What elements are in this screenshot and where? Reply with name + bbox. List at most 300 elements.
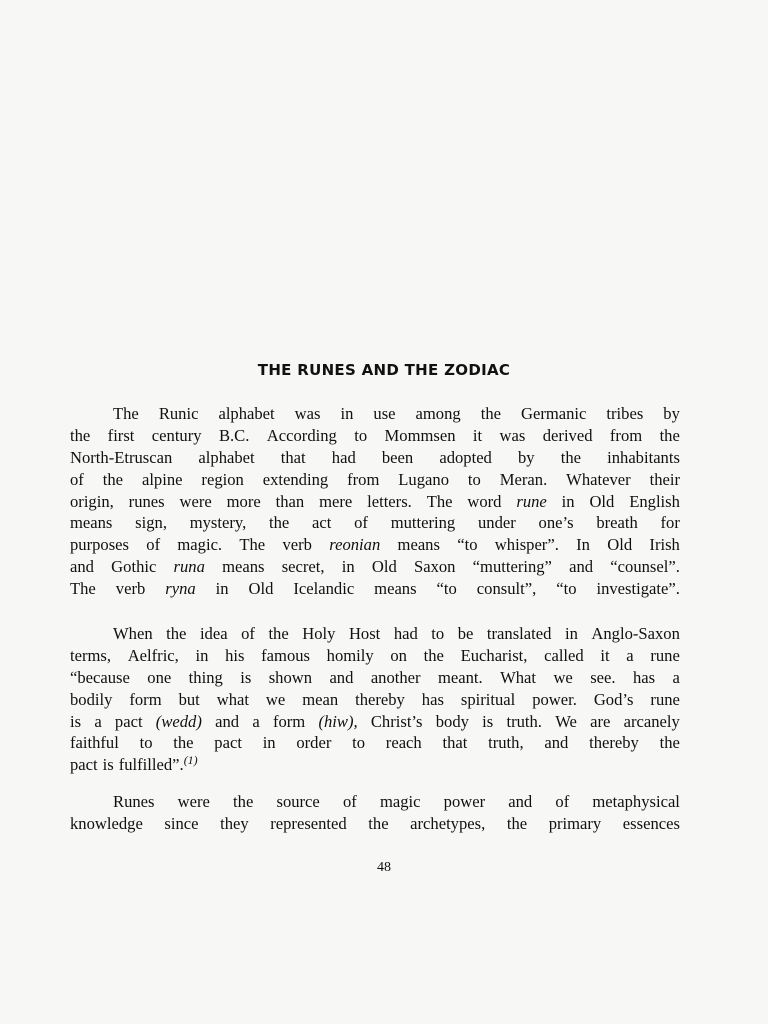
word [108,425,135,447]
text-run: mystery, [189,513,247,533]
word [273,711,305,733]
text-run: and [508,792,533,811]
word [129,491,165,513]
text-run: the [269,513,290,533]
text-run: truth. [506,711,542,731]
text-run: arcanely [623,711,680,731]
text-run: Runes [113,792,155,811]
page-title: THE RUNES AND THE ZODIAC [257,361,511,379]
text-run: the [659,425,680,445]
word [222,556,264,578]
text-run: of [555,792,570,811]
text-run: God’s [593,689,634,709]
text-run: form [129,689,162,709]
word [178,791,210,813]
text-line [70,813,680,835]
text-run: use [373,404,396,423]
word [263,469,328,491]
text-run: was [294,404,321,423]
word [624,711,680,733]
word [553,667,572,689]
text-run: in [262,733,276,753]
text-run: sign, [135,513,167,533]
text-run: Whatever [566,469,631,489]
word [119,754,198,776]
word [436,711,469,733]
word [566,469,631,491]
word [458,623,474,645]
text-line [70,469,680,491]
text-line [70,645,680,667]
text-run: mere [319,491,353,511]
word [544,732,568,754]
text-run: Holy [302,624,336,643]
text-run: we [265,689,286,709]
word [164,813,198,835]
word [129,689,161,711]
word [561,447,581,469]
word [461,645,528,667]
word [487,623,552,645]
text-run: letters. [367,491,412,511]
word [216,578,229,600]
text-run: from [609,425,643,445]
word [266,689,285,711]
word [633,667,655,689]
word [70,754,98,776]
word [263,732,276,754]
text-run: Mommsen [384,425,456,445]
text-run: Irish [649,535,680,555]
text-run: they [220,813,249,833]
text-run: spiritual [460,689,516,709]
word [590,711,610,733]
text-run: thing [188,667,223,687]
text-run: pact [70,755,98,775]
text-run: the [560,447,581,467]
text-run: means [70,513,113,533]
text-run: runes [128,491,165,511]
word [135,512,167,534]
text-run: another [370,667,421,687]
text-run: and [569,557,594,577]
text-run: the [368,813,389,833]
word [354,425,367,447]
text-run: truth, [488,733,524,753]
text-run: magic [379,792,421,811]
text-run: secret, [281,557,325,577]
text-run: “to [457,535,478,555]
word [103,754,114,776]
text-run: form [272,711,306,731]
word [394,623,418,645]
text-line [70,534,680,556]
text-run: were [177,792,210,811]
word [269,512,289,534]
word [70,447,172,469]
text-run: power [443,792,486,811]
word [555,711,577,733]
text-run: under [477,513,516,533]
text-run: of [354,513,368,533]
word [267,425,337,447]
word [177,534,222,556]
word [215,711,239,733]
word [508,791,532,813]
word [113,403,139,425]
word [166,623,186,645]
word [276,791,319,813]
word [319,491,352,513]
text-run: has [632,667,656,687]
text-run: in [195,645,209,665]
text-run: Aelfric, [127,645,179,665]
word [488,732,524,754]
text-run: power. [532,689,577,709]
word [217,689,249,711]
italic-term: (hiw), [318,711,358,731]
word [556,578,576,600]
word [190,512,247,534]
text-run: the [70,425,91,445]
text-run: to [139,733,153,753]
text-run: means [397,535,440,555]
text-run: among [415,404,461,423]
text-run: extending [262,469,329,489]
word [296,732,331,754]
text-run: Gothic [111,557,157,577]
word [233,791,253,813]
text-run: What [500,667,537,687]
text-run: it [472,425,483,445]
word [373,403,395,425]
word [165,578,195,600]
text-run: the [166,624,187,643]
text-run: Icelandic [293,579,355,599]
text-run: are [590,711,611,731]
word [414,556,455,578]
word [398,534,440,556]
word [467,491,501,513]
word [500,469,547,491]
word [473,425,482,447]
word [596,512,637,534]
text-run: and [329,667,354,687]
text-run: breath [596,513,638,533]
word [532,689,577,711]
text-run: order [296,733,332,753]
word [281,447,306,469]
text-line [70,623,680,645]
text-run: rune [650,689,680,709]
text-line [70,732,680,754]
text-run: tribes [606,404,644,423]
word [367,491,412,513]
text-line [70,791,680,813]
word [219,425,249,447]
text-run: Host [348,624,381,643]
word [249,578,274,600]
word [70,491,114,513]
text-run: more [226,491,261,511]
text-run: one [147,667,172,687]
word [318,711,357,733]
text-line [70,556,680,578]
text-run: in [564,624,578,643]
word [327,645,374,667]
text-run: a [672,667,680,687]
word [385,425,456,447]
text-run: to [352,733,366,753]
text-run: bodily [70,689,113,709]
word [200,623,228,645]
text-run: of [70,469,84,489]
word [468,469,481,491]
text-run: derived [542,425,593,445]
word [663,403,680,425]
text-run: for [660,513,680,533]
text-run: the [173,733,194,753]
text-run: has [421,689,444,709]
word [270,813,346,835]
word [70,667,130,689]
italic-term: rune [516,491,547,511]
word [661,512,680,534]
text-run: purposes [70,535,129,555]
text-run: whisper”. [494,535,559,555]
word [650,469,680,491]
text-run: is [240,667,252,687]
text-run: rune [650,645,680,665]
text-run: pact [114,711,143,731]
word [442,732,467,754]
text-run: thereby [589,733,639,753]
word [565,623,578,645]
word [113,791,154,813]
word [650,645,680,667]
word [355,689,405,711]
word [70,578,96,600]
text-run: primary [548,813,602,833]
text-line [70,403,680,425]
text-run: by [517,447,535,467]
italic-term: runa [173,557,205,577]
text-run: In [576,535,590,555]
word [349,623,380,645]
text-run: pact [214,733,242,753]
word [623,813,680,835]
text-run: of [241,624,255,643]
text-run: the [102,469,124,489]
word [382,447,413,469]
word [268,623,288,645]
word [282,534,312,556]
word [626,645,633,667]
word [354,512,368,534]
text-run: Germanic [520,404,587,423]
word [427,491,453,513]
word [500,667,536,689]
word [372,556,397,578]
text-run: faithful [70,733,119,753]
word [416,403,461,425]
word [543,425,593,447]
word [343,791,357,813]
word [152,425,202,447]
italic-term: reonian [329,535,381,555]
text-run: terms, [70,645,112,665]
word [439,447,492,469]
text-run: verb [115,579,146,599]
text-run: verb [282,535,312,555]
word [269,667,312,689]
text-run: first [107,425,135,445]
text-line [70,578,680,600]
text-run: is [482,711,494,731]
text-run: inhabitants [607,447,680,467]
text-run: origin, [70,491,114,511]
text-run: to [354,425,368,445]
text-run: Eucharist, [460,645,528,665]
word [241,623,255,645]
text-run: of [342,792,357,811]
text-run: the [423,645,444,665]
text-run: muttering [390,513,456,533]
word [329,667,353,689]
text-run: had [331,447,356,467]
text-run: century [151,425,202,445]
text-run: knowledge [70,813,143,833]
text-run: act [312,513,332,533]
text-run: but [178,689,200,709]
text-run: We [555,711,577,731]
text-run: North-Etruscan [70,447,173,467]
text-run: to [431,624,445,643]
word [478,512,516,534]
word [461,689,515,711]
text-run: alphabet [218,404,275,423]
word [70,813,143,835]
text-run: was [499,425,526,445]
word [368,813,388,835]
italic-term: (wedd) [155,711,202,731]
word [252,711,259,733]
word [342,556,355,578]
word [482,711,493,733]
text-run: source [276,792,320,811]
word [70,425,90,447]
word [672,667,679,689]
word [374,578,416,600]
word [70,534,129,556]
word [179,689,200,711]
word [481,403,501,425]
word [147,667,171,689]
text-run: metaphysical [592,792,680,811]
word [282,556,325,578]
word [438,667,483,689]
word [544,645,584,667]
word [660,425,680,447]
word [539,512,574,534]
text-run: Old [248,579,274,599]
text-run: represented [270,813,347,833]
word [506,711,542,733]
text-run: meant. [437,667,483,687]
word [610,556,680,578]
italic-term: ryna [165,579,196,599]
text-run: the [268,624,289,643]
word [507,813,527,835]
word [225,645,244,667]
word [116,578,146,600]
text-run: in [340,404,354,423]
text-run: had [393,624,418,643]
text-run: and [70,557,94,577]
text-run: than [275,491,305,511]
text-run: translated [486,624,552,643]
text-run: is [70,711,82,731]
text-run: the [506,813,528,833]
word [386,732,422,754]
word [239,534,265,556]
text-run: and [215,711,240,731]
text-run: in [341,557,355,577]
text-run: a [94,711,102,731]
word [302,623,335,645]
word [295,403,321,425]
word [549,813,602,835]
word [113,623,153,645]
text-run: what [216,689,249,709]
text-run: Old [589,491,615,511]
word [576,534,590,556]
word [201,469,243,491]
word [159,403,199,425]
word [70,711,81,733]
text-run: the [233,792,254,811]
word [198,447,254,469]
text-run: that [442,733,468,753]
word [516,491,546,513]
text-run: and [544,733,569,753]
word [607,534,632,556]
word [70,645,111,667]
text-run: means [374,579,417,599]
word [410,813,485,835]
word [371,667,421,689]
word [276,491,305,513]
text-run: his [225,645,245,665]
text-run: shown [268,667,313,687]
word [347,469,379,491]
word [600,645,609,667]
word [444,791,485,813]
word [495,534,559,556]
word [140,732,153,754]
text-run: When [113,624,153,643]
text-run: their [649,469,680,489]
word [173,732,193,754]
text-run: The [239,535,266,555]
word [103,469,123,491]
word [220,813,249,835]
word [70,512,112,534]
text-run: from [347,469,380,489]
word [196,645,209,667]
text-run: since [164,813,199,833]
text-run: mean [302,689,339,709]
